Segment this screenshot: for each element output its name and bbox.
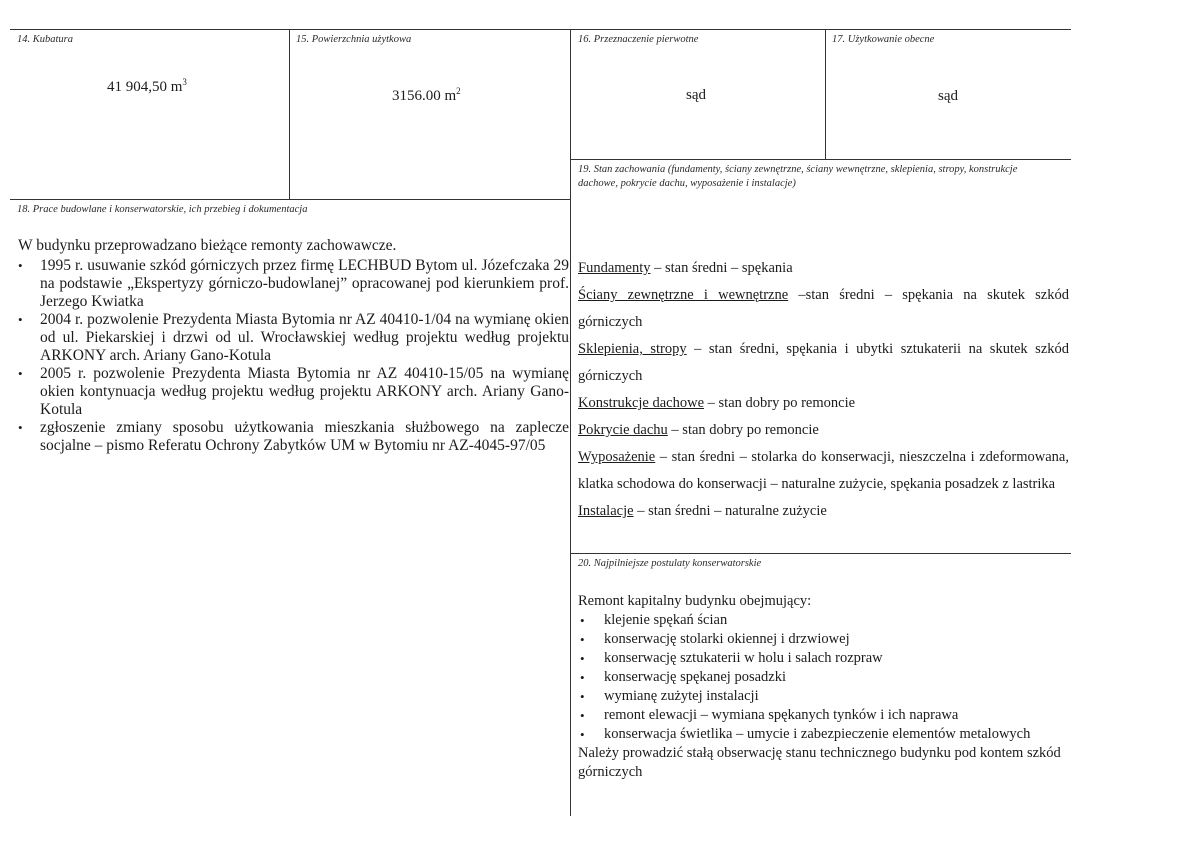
field-19-label: 19. Stan zachowania (fundamenty, ściany zewnętrzne, ściany wewnętrzne, sklepienia, stropy, konstrukcje dachowe, pokrycie dachu, wyposażenie i instalacje): [578, 164, 1018, 189]
postulates-list: [578, 611, 1069, 744]
bullet-icon: •: [580, 632, 585, 647]
postulate-item: • remont elewacji – wymiana spękanych tynków i ich naprawa: [580, 707, 959, 723]
condition-section: [578, 255, 1069, 525]
rule-above-20: [570, 553, 1071, 554]
bullet-icon: •: [580, 727, 585, 742]
postulate-item: • konserwacja świetlika – umycie i zabezpieczenie elementów metalowych: [580, 726, 1031, 742]
postulate-item: • konserwację sztukaterii w holu i salach rozpraw: [580, 650, 883, 666]
bullet-icon: •: [580, 689, 585, 704]
postulates-intro: Remont kapitalny budynku obejmujący:: [578, 593, 812, 609]
condition-row: Konstrukcje dachowe – stan dobry po remoncie: [578, 395, 856, 411]
divider-16-17: [825, 29, 826, 159]
field-14-label: 14. Kubatura: [17, 34, 74, 45]
condition-row: Instalacje – stan średni – naturalne zużycie: [578, 503, 827, 519]
rule-above-18: [10, 199, 570, 200]
field-14-value: 41 904,50 $m^3$: [107, 77, 187, 95]
works-list: [18, 257, 569, 455]
works-item: • zgłoszenie zmiany sposobu użytkowania mieszkania służbowego na zaplecze socjalne – pismo Referatu Ochrony Zabytków UM w Bytomiu nr AZ-4045-97/05: [18, 419, 569, 454]
condition-row: Wyposażenie – stan średni – stolarka do konserwacji, nieszczelna i zdeformowana, klatka schodowa do konserwacji – naturalne zużycie, spękania posadzek z lastrika: [578, 449, 1069, 492]
works-item: • 1995 r. usuwanie szkód górniczych przez firmę LECHBUD Bytom ul. Józefczaka 29 na podstawie „Ekspertyzy górniczo-budowlanej” opracowanej pod kierunkiem prof. Jerzego Kwiatka: [18, 257, 569, 310]
top-rule: [10, 29, 1071, 30]
bullet-icon: •: [18, 312, 23, 327]
works-item: • 2004 r. pozwolenie Prezydenta Miasta Bytomia nr AZ 40410-1/04 na wymianę okien od ul. Piekarskiej i drzwi od ul. Wrocławskiej według projektu według projektu ARKONY arch. Ariany Gano-Kotula: [18, 311, 569, 364]
postulates-closing: Należy prowadzić stałą obserwację stanu technicznego budynku pod kontem szkód górniczych: [578, 745, 1061, 780]
field-17-value: sąd: [938, 88, 958, 104]
postulate-item: • konserwację spękanej posadzki: [580, 669, 786, 685]
field-15-value: 3156.00 $m^2$: [392, 86, 461, 104]
rule-above-19: [570, 159, 1071, 160]
field-20-label: 20. Najpilniejsze postulaty konserwatorskie: [578, 558, 762, 569]
condition-row: Fundamenty – stan średni – spękania: [578, 260, 793, 276]
bullet-icon: •: [18, 420, 23, 435]
postulate-item: • konserwację stolarki okiennej i drzwiowej: [580, 631, 850, 647]
condition-row: Sklepienia, stropy – stan średni, spękania i ubytki sztukaterii na skutek szkód górniczych: [578, 341, 1069, 384]
center-divider: [570, 29, 571, 816]
bullet-icon: •: [18, 258, 23, 273]
bullet-icon: •: [580, 651, 585, 666]
field-16-label: 16. Przeznaczenie pierwotne: [578, 34, 699, 45]
field-17-label: 17. Użytkowanie obecne: [832, 34, 935, 45]
postulate-item: • wymianę zużytej instalacji: [580, 688, 759, 704]
field-15-label: 15. Powierzchnia użytkowa: [296, 34, 412, 45]
postulates-section: [578, 592, 1069, 782]
works-intro: W budynku przeprowadzano bieżące remonty zachowawcze.: [18, 237, 397, 254]
bullet-icon: •: [580, 708, 585, 723]
field-16-value: sąd: [686, 87, 706, 103]
divider-14-15: [289, 29, 290, 199]
field-18-label: 18. Prace budowlane i konserwatorskie, ich przebieg i dokumentacja: [17, 204, 308, 215]
works-item: • 2005 r. pozwolenie Prezydenta Miasta Bytomia nr AZ 40410-15/05 na wymianę okien kontynuacja według projektu według projektu ARKONY arch. Ariany Gano-Kotula: [18, 365, 569, 418]
works-section: [18, 237, 569, 455]
bullet-icon: •: [580, 613, 585, 628]
bullet-icon: •: [18, 366, 23, 381]
bullet-icon: •: [580, 670, 585, 685]
condition-row: Ściany zewnętrzne i wewnętrzne –stan średni – spękania na skutek szkód górniczych: [578, 287, 1069, 330]
condition-row: Pokrycie dachu – stan dobry po remoncie: [578, 422, 819, 438]
postulate-item: • klejenie spękań ścian: [580, 612, 728, 628]
